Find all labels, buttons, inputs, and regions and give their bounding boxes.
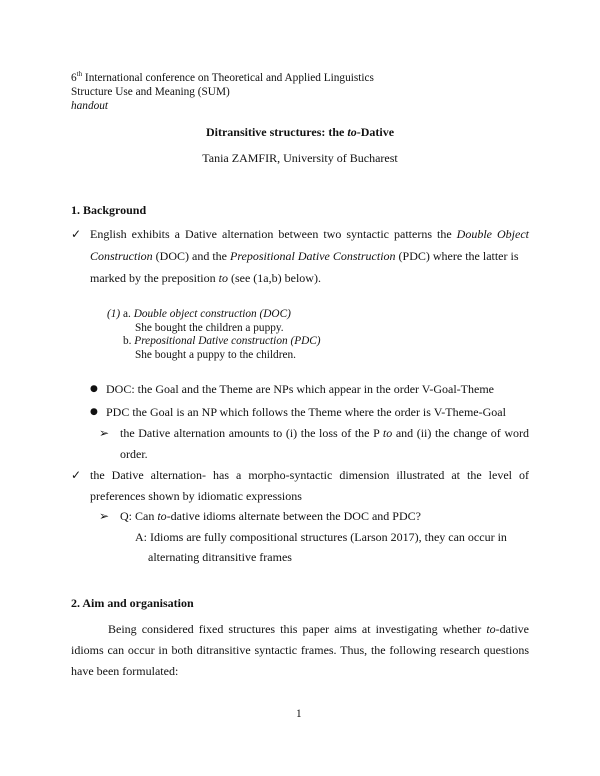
text: English exhibits a Dative alternation between two syntactic patterns the: [90, 227, 457, 241]
conference-number: 6: [71, 72, 77, 84]
superscript: th: [76, 70, 83, 79]
check-mark-icon: ✓: [71, 227, 82, 241]
check-mark-icon: ✓: [71, 468, 82, 482]
title-italic: to: [347, 125, 357, 139]
paragraph-line: [90, 271, 321, 285]
arrowhead-icon: ➢: [99, 426, 110, 440]
text: -dative idioms alternate between the DOC and PDC?: [166, 509, 421, 523]
page-number: 1: [296, 708, 302, 720]
paragraph-line: preferences shown by idiomatic expressions: [90, 489, 302, 503]
paragraph-line: the Dative alternation- has a morpho-syntactic dimension illustrated at the level of: [90, 468, 529, 482]
conference-line: [71, 71, 374, 85]
conference-name: International conference on Theoretical and Applied Linguistics: [82, 72, 374, 84]
example-sentence: She bought the children a puppy.: [135, 322, 284, 334]
series-line: Structure Use and Meaning (SUM): [71, 86, 230, 98]
text-italic: to: [157, 509, 167, 523]
filled-circle-icon: ●: [90, 407, 98, 417]
example-label: a.: [120, 308, 134, 320]
text-italic: to: [382, 426, 393, 440]
text: Being considered fixed structures this paper aims at investigating whether: [108, 622, 487, 636]
paragraph-line: [90, 227, 529, 241]
arrow-text: order.: [120, 447, 148, 461]
example-label: b.: [123, 335, 135, 347]
bullet-text: PDC the Goal is an NP which follows the Theme where the order is V-Theme-Goal: [106, 405, 506, 419]
section-heading: 1. Background: [71, 203, 147, 217]
text-italic: Prepositional Dative Construction: [230, 249, 396, 263]
text: and (ii) the change of word: [392, 426, 529, 440]
filled-circle-icon: ●: [90, 384, 98, 394]
text: Q: Can: [120, 509, 158, 523]
text: (see (1a,b) below).: [227, 271, 321, 285]
text: the Dative alternation amounts to (i) the loss of the P: [120, 426, 383, 440]
text: marked by the preposition: [90, 271, 219, 285]
paragraph-line: [90, 249, 519, 263]
example-a-line: [107, 307, 291, 321]
arrow-text: [120, 426, 529, 440]
text-italic: to: [486, 622, 496, 636]
question-text: [120, 509, 421, 523]
title-text: Ditransitive structures: the: [205, 125, 348, 139]
doc-type: handout: [71, 100, 109, 112]
example-title: Prepositional Dative construction (PDC): [134, 335, 321, 347]
title-text-end: -Dative: [356, 125, 395, 139]
arrowhead-icon: ➢: [99, 509, 110, 523]
text: (PDC) where the latter is: [395, 249, 519, 263]
bullet-text: DOC: the Goal and the Theme are NPs which appear in the order V-Goal-Theme: [106, 382, 494, 396]
paragraph-line: idioms can occur in both ditransitive syntactic frames. Thus, the following research questions: [71, 643, 529, 657]
answer-text: alternating ditransitive frames: [148, 550, 292, 564]
text-italic: to: [218, 271, 228, 285]
example-title: Double object construction (DOC): [133, 308, 291, 320]
answer-text: A: Idioms are fully compositional structures (Larson 2017), they can occur in: [135, 530, 507, 544]
paper-title: [0, 125, 600, 139]
example-number: (1): [107, 308, 121, 320]
example-sentence: She bought a puppy to the children.: [135, 349, 296, 361]
text: (DOC) and the: [152, 249, 230, 263]
text-italic: Double Object: [456, 227, 529, 241]
paragraph-line: have been formulated:: [71, 664, 179, 678]
example-b-line: [123, 334, 321, 348]
author-line: Tania ZAMFIR, University of Bucharest: [202, 151, 398, 165]
section-heading: 2. Aim and organisation: [71, 596, 194, 610]
text: -dative: [495, 622, 529, 636]
paragraph-line: [108, 622, 529, 636]
text-italic: Construction: [90, 249, 153, 263]
